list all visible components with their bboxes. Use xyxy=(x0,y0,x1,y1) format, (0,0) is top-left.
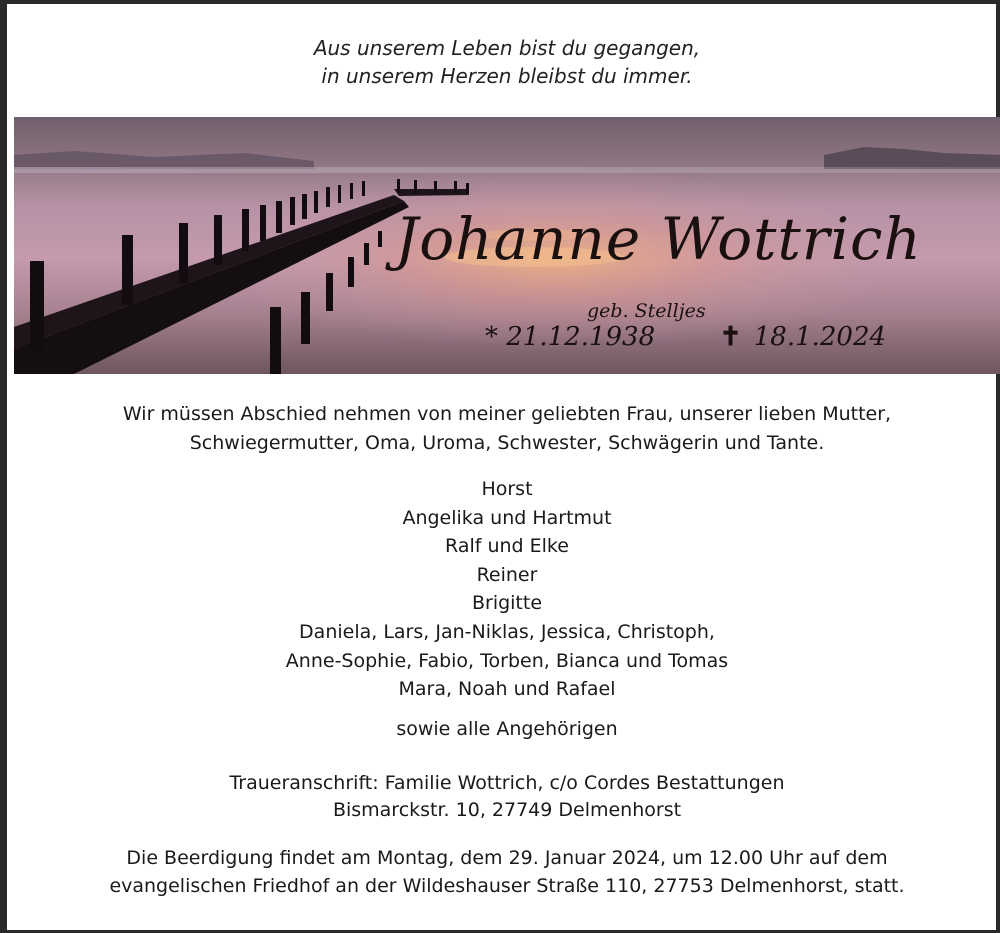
deceased-name: Johanne Wottrich xyxy=(395,205,922,273)
cross-icon: ✝ xyxy=(719,322,742,352)
birth-date: 21.12.1938 xyxy=(506,322,656,352)
address-line: Traueranschrift: Familie Wottrich, c/o Cordes Bestattungen xyxy=(229,772,785,794)
funeral-line: evangelischen Friedhof an der Wildeshauser Straße 110, 27753 Delmenhorst, statt. xyxy=(109,875,905,897)
mourner-line: Angelika und Hartmut xyxy=(402,506,612,529)
birth-star-icon: * xyxy=(485,322,498,352)
funeral-details xyxy=(7,844,1000,900)
maiden-name: geb. Stelljes xyxy=(587,300,706,322)
mourner-line: Brigitte xyxy=(471,592,543,615)
mourner-line: Horst xyxy=(481,478,533,500)
mourner-line: Anne-Sophie, Fabio, Torben, Bianca und Tomas xyxy=(285,649,729,672)
life-dates xyxy=(485,322,886,352)
relatives-line: sowie alle Angehörigen xyxy=(396,718,618,740)
motto-line: in unserem Herzen bleibst du immer. xyxy=(321,64,693,88)
motto-verse xyxy=(7,34,1000,90)
motto-line: Aus unserem Leben bist du gegangen, xyxy=(313,36,701,60)
mourner-line: Ralf und Elke xyxy=(445,535,569,558)
mourner-line: Daniela, Lars, Jan-Niklas, Jessica, Christoph, xyxy=(299,620,715,643)
funeral-line: Die Beerdigung findet am Montag, dem 29. Januar 2024, um 12.00 Uhr auf dem xyxy=(126,847,888,869)
address-line: Bismarckstr. 10, 27749 Delmenhorst xyxy=(332,799,682,821)
farewell-line: Wir müssen Abschied nehmen von meiner geliebten Frau, unserer lieben Mutter, xyxy=(122,403,892,425)
death-date: 18.1.2024 xyxy=(753,322,887,352)
mourner-line: Mara, Noah und Rafael xyxy=(398,678,616,701)
farewell-line: Schwiegermutter, Oma, Uroma, Schwester, Schwägerin und Tante. xyxy=(189,431,825,454)
mourning-address xyxy=(7,770,1000,824)
farewell-text xyxy=(7,400,1000,457)
mourner-line: Reiner xyxy=(476,563,538,586)
mourners-list xyxy=(7,475,1000,704)
